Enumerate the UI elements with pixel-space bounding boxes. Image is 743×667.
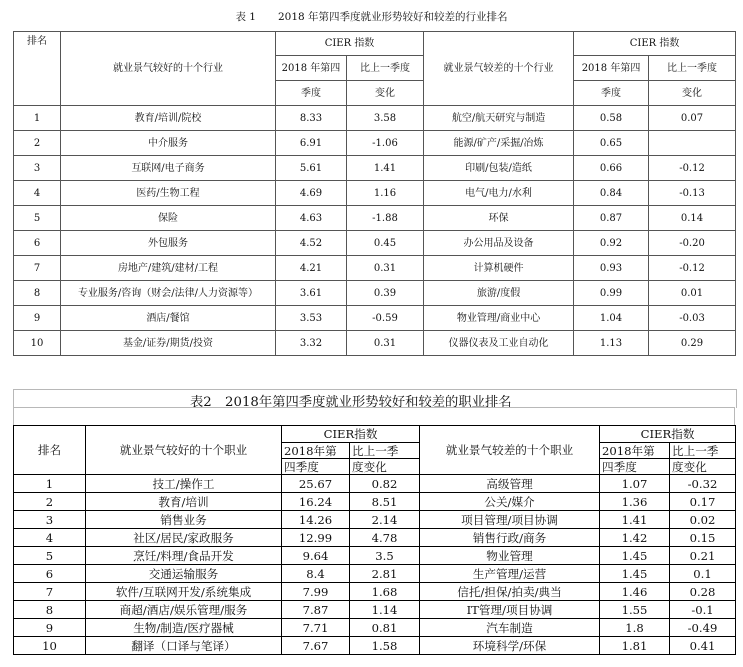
cell-rank: 3 bbox=[14, 156, 61, 181]
cell-bad-q4: 1.04 bbox=[574, 306, 649, 331]
table1-header-change-line1: 比上一季度 bbox=[347, 56, 424, 81]
cell-bad: 环保 bbox=[424, 206, 574, 231]
table1-body bbox=[14, 106, 736, 356]
cell-rank: 7 bbox=[14, 583, 86, 601]
table1-header-cier-bad: CIER 指数 bbox=[574, 32, 736, 56]
cell-good-q4: 7.99 bbox=[282, 583, 350, 601]
cell-good-q4: 4.63 bbox=[276, 206, 347, 231]
cell-bad-chg: -0.20 bbox=[649, 231, 736, 256]
cell-bad: 物业管理/商业中心 bbox=[424, 306, 574, 331]
cell-bad-chg bbox=[649, 131, 736, 156]
cell-good-chg: 1.68 bbox=[350, 583, 420, 601]
cell-rank: 9 bbox=[14, 619, 86, 637]
cell-good-chg: -1.88 bbox=[347, 206, 424, 231]
table1-header-cier-good: CIER 指数 bbox=[276, 32, 424, 56]
cell-good-q4: 4.21 bbox=[276, 256, 347, 281]
table1-caption-number: 表 1 bbox=[235, 11, 256, 23]
cell-bad-q4: 0.93 bbox=[574, 256, 649, 281]
cell-rank: 10 bbox=[14, 637, 86, 655]
cell-good-chg: 8.51 bbox=[350, 493, 420, 511]
cell-rank: 5 bbox=[14, 547, 86, 565]
cell-rank: 9 bbox=[14, 306, 61, 331]
cell-good-q4: 25.67 bbox=[282, 475, 350, 493]
cell-bad-chg: 0.1 bbox=[670, 565, 736, 583]
cell-bad: 电气/电力/水利 bbox=[424, 181, 574, 206]
cell-good: 互联网/电子商务 bbox=[61, 156, 276, 181]
table-row bbox=[14, 281, 736, 306]
cell-good: 烹饪/料理/食品开发 bbox=[86, 547, 282, 565]
cell-good: 基金/证券/期货/投资 bbox=[61, 331, 276, 356]
cell-rank: 2 bbox=[14, 493, 86, 511]
cell-bad-chg: 0.02 bbox=[670, 511, 736, 529]
cell-good-chg: -1.06 bbox=[347, 131, 424, 156]
table-row bbox=[14, 256, 736, 281]
cell-rank: 6 bbox=[14, 231, 61, 256]
cell-bad-q4: 0.65 bbox=[574, 131, 649, 156]
table2-header-q4-line2: 四季度 bbox=[282, 459, 350, 475]
cell-bad-q4: 1.8 bbox=[600, 619, 670, 637]
cell-bad-chg: -0.12 bbox=[649, 256, 736, 281]
table2-caption: 表2 2018年第四季度就业形势较好和较差的职业排名 bbox=[190, 395, 512, 410]
table1-header-q4b-line2: 季度 bbox=[574, 81, 649, 106]
table1-header-change-line2: 变化 bbox=[347, 81, 424, 106]
cell-good-q4: 7.67 bbox=[282, 637, 350, 655]
cell-good-chg: 4.78 bbox=[350, 529, 420, 547]
cell-bad: 生产管理/运营 bbox=[420, 565, 600, 583]
table1-caption-title: 2018 年第四季度就业形势较好和较差的行业排名 bbox=[277, 11, 508, 23]
table2-header-good-occupations: 就业景气较好的十个职业 bbox=[86, 426, 282, 475]
cell-bad: 印刷/包装/造纸 bbox=[424, 156, 574, 181]
cell-rank: 3 bbox=[14, 511, 86, 529]
table1-header-changeb-line1: 比上一季度 bbox=[649, 56, 736, 81]
cell-rank: 8 bbox=[14, 601, 86, 619]
cell-bad: 航空/航天研究与制造 bbox=[424, 106, 574, 131]
cell-good-q4: 14.26 bbox=[282, 511, 350, 529]
cell-rank: 5 bbox=[14, 206, 61, 231]
cell-good-chg: 2.14 bbox=[350, 511, 420, 529]
cell-bad: 汽车制造 bbox=[420, 619, 600, 637]
cell-bad: 信托/担保/拍卖/典当 bbox=[420, 583, 600, 601]
cell-good: 销售业务 bbox=[86, 511, 282, 529]
cell-good-chg: 0.82 bbox=[350, 475, 420, 493]
cell-good: 教育/培训 bbox=[86, 493, 282, 511]
cell-bad-q4: 1.45 bbox=[600, 565, 670, 583]
cell-bad: 旅游/度假 bbox=[424, 281, 574, 306]
cell-rank: 1 bbox=[14, 475, 86, 493]
table-row bbox=[14, 306, 736, 331]
table2-header-changeb-line1: 比上一季 bbox=[670, 443, 736, 459]
cell-bad: 计算机硬件 bbox=[424, 256, 574, 281]
cell-bad: 仪器仪表及工业自动化 bbox=[424, 331, 574, 356]
cell-good: 软件/互联网开发/系统集成 bbox=[86, 583, 282, 601]
table1-caption bbox=[0, 9, 743, 24]
cell-rank: 8 bbox=[14, 281, 61, 306]
cell-good: 生物/制造/医疗器械 bbox=[86, 619, 282, 637]
cell-good-q4: 6.91 bbox=[276, 131, 347, 156]
cell-good: 酒店/餐馆 bbox=[61, 306, 276, 331]
cell-rank: 4 bbox=[14, 181, 61, 206]
table-row bbox=[14, 565, 736, 583]
cell-good-q4: 16.24 bbox=[282, 493, 350, 511]
cell-good: 保险 bbox=[61, 206, 276, 231]
cell-rank: 10 bbox=[14, 331, 61, 356]
cell-bad-q4: 1.46 bbox=[600, 583, 670, 601]
cell-good-q4: 5.61 bbox=[276, 156, 347, 181]
cell-bad: 项目管理/项目协调 bbox=[420, 511, 600, 529]
cell-bad: IT管理/项目协调 bbox=[420, 601, 600, 619]
cell-bad-chg: 0.17 bbox=[670, 493, 736, 511]
table-row bbox=[14, 331, 736, 356]
table2-header-cier-bad: CIER指数 bbox=[600, 426, 736, 443]
cell-bad-chg: -0.03 bbox=[649, 306, 736, 331]
table-row bbox=[14, 619, 736, 637]
cell-good-chg: 0.81 bbox=[350, 619, 420, 637]
cell-good: 专业服务/咨询（财会/法律/人力资源等） bbox=[61, 281, 276, 306]
table2-header-change-line1: 比上一季 bbox=[350, 443, 420, 459]
cell-good-q4: 4.69 bbox=[276, 181, 347, 206]
cell-good-chg: -0.59 bbox=[347, 306, 424, 331]
cell-good-q4: 7.71 bbox=[282, 619, 350, 637]
cell-bad: 物业管理 bbox=[420, 547, 600, 565]
cell-rank: 2 bbox=[14, 131, 61, 156]
cell-good-chg: 3.5 bbox=[350, 547, 420, 565]
table-row bbox=[14, 493, 736, 511]
table2-header-q4-line1: 2018年第 bbox=[282, 443, 350, 459]
cell-bad-chg: 0.01 bbox=[649, 281, 736, 306]
cell-good-chg: 1.58 bbox=[350, 637, 420, 655]
cell-bad-q4: 1.81 bbox=[600, 637, 670, 655]
table-row bbox=[14, 529, 736, 547]
cell-good: 翻译（口译与笔译） bbox=[86, 637, 282, 655]
cell-good: 社区/居民/家政服务 bbox=[86, 529, 282, 547]
cell-bad-chg: -0.49 bbox=[670, 619, 736, 637]
cell-good-q4: 7.87 bbox=[282, 601, 350, 619]
cell-rank: 1 bbox=[14, 106, 61, 131]
cell-bad-chg: -0.12 bbox=[649, 156, 736, 181]
cell-bad: 环境科学/环保 bbox=[420, 637, 600, 655]
cell-bad-q4: 1.45 bbox=[600, 547, 670, 565]
table-row bbox=[14, 181, 736, 206]
table1-header-q4-line1: 2018 年第四 bbox=[276, 56, 347, 81]
cell-bad-q4: 1.41 bbox=[600, 511, 670, 529]
cell-good-chg: 0.31 bbox=[347, 331, 424, 356]
table1-header-changeb-line2: 变化 bbox=[649, 81, 736, 106]
cell-rank: 4 bbox=[14, 529, 86, 547]
table2-header-changeb-line2: 度变化 bbox=[670, 459, 736, 475]
cell-bad-q4: 1.13 bbox=[574, 331, 649, 356]
cell-good: 中介服务 bbox=[61, 131, 276, 156]
cell-bad-q4: 0.92 bbox=[574, 231, 649, 256]
cell-bad-q4: 1.07 bbox=[600, 475, 670, 493]
cell-bad-q4: 1.36 bbox=[600, 493, 670, 511]
table1-header-q4-line2: 季度 bbox=[276, 81, 347, 106]
cell-bad-chg: 0.21 bbox=[670, 547, 736, 565]
cell-bad: 能源/矿产/采掘/冶炼 bbox=[424, 131, 574, 156]
table2-header-q4b-line1: 2018年第 bbox=[600, 443, 670, 459]
cell-rank: 7 bbox=[14, 256, 61, 281]
cell-bad: 高级管理 bbox=[420, 475, 600, 493]
table-row bbox=[14, 547, 736, 565]
table-row bbox=[14, 637, 736, 655]
cell-bad: 公关/媒介 bbox=[420, 493, 600, 511]
table2-body bbox=[14, 475, 736, 655]
cell-good-chg: 1.41 bbox=[347, 156, 424, 181]
occupation-ranking-table bbox=[13, 425, 736, 655]
table-row bbox=[14, 583, 736, 601]
industry-ranking-table bbox=[13, 31, 736, 356]
cell-bad-q4: 0.99 bbox=[574, 281, 649, 306]
table1-header-bad-industries: 就业景气较差的十个行业 bbox=[424, 32, 574, 106]
table-row bbox=[14, 131, 736, 156]
table2-header-q4b-line2: 四季度 bbox=[600, 459, 670, 475]
table-row bbox=[14, 206, 736, 231]
cell-good-chg: 1.14 bbox=[350, 601, 420, 619]
cell-good-q4: 9.64 bbox=[282, 547, 350, 565]
table1-header-good-industries: 就业景气较好的十个行业 bbox=[61, 32, 276, 106]
cell-bad-chg: 0.41 bbox=[670, 637, 736, 655]
cell-bad-chg: -0.13 bbox=[649, 181, 736, 206]
cell-bad-q4: 1.55 bbox=[600, 601, 670, 619]
cell-rank: 6 bbox=[14, 565, 86, 583]
cell-good-q4: 3.53 bbox=[276, 306, 347, 331]
cell-good-q4: 3.61 bbox=[276, 281, 347, 306]
cell-good: 商超/酒店/娱乐管理/服务 bbox=[86, 601, 282, 619]
table-row bbox=[14, 511, 736, 529]
cell-bad-chg: 0.28 bbox=[670, 583, 736, 601]
cell-good-chg: 0.45 bbox=[347, 231, 424, 256]
cell-good-q4: 3.32 bbox=[276, 331, 347, 356]
table2-spacer-row bbox=[13, 407, 735, 425]
cell-good-chg: 0.31 bbox=[347, 256, 424, 281]
cell-bad-q4: 0.84 bbox=[574, 181, 649, 206]
table1-header-rank: 排名 bbox=[14, 32, 61, 106]
cell-good: 技工/操作工 bbox=[86, 475, 282, 493]
cell-bad: 办公用品及设备 bbox=[424, 231, 574, 256]
cell-bad: 销售行政/商务 bbox=[420, 529, 600, 547]
table-row bbox=[14, 106, 736, 131]
cell-bad-q4: 1.42 bbox=[600, 529, 670, 547]
table-row bbox=[14, 156, 736, 181]
cell-good: 房地产/建筑/建材/工程 bbox=[61, 256, 276, 281]
cell-bad-q4: 0.66 bbox=[574, 156, 649, 181]
table-row bbox=[14, 601, 736, 619]
cell-bad-chg: 0.29 bbox=[649, 331, 736, 356]
cell-good: 外包服务 bbox=[61, 231, 276, 256]
cell-good-chg: 3.58 bbox=[347, 106, 424, 131]
cell-good: 交通运输服务 bbox=[86, 565, 282, 583]
cell-good-chg: 1.16 bbox=[347, 181, 424, 206]
table2-header-cier-good: CIER指数 bbox=[282, 426, 420, 443]
table2-header-bad-occupations: 就业景气较差的十个职业 bbox=[420, 426, 600, 475]
table2-header-change-line2: 度变化 bbox=[350, 459, 420, 475]
cell-good: 医药/生物工程 bbox=[61, 181, 276, 206]
cell-bad-chg: 0.15 bbox=[670, 529, 736, 547]
cell-good-chg: 2.81 bbox=[350, 565, 420, 583]
cell-bad-q4: 0.87 bbox=[574, 206, 649, 231]
cell-bad-chg: -0.1 bbox=[670, 601, 736, 619]
cell-good-q4: 8.33 bbox=[276, 106, 347, 131]
cell-good-q4: 4.52 bbox=[276, 231, 347, 256]
cell-bad-chg: 0.14 bbox=[649, 206, 736, 231]
cell-good-chg: 0.39 bbox=[347, 281, 424, 306]
table-row bbox=[14, 475, 736, 493]
cell-bad-chg: -0.32 bbox=[670, 475, 736, 493]
cell-bad-chg: 0.07 bbox=[649, 106, 736, 131]
table1-header-q4b-line1: 2018 年第四 bbox=[574, 56, 649, 81]
cell-good: 教育/培训/院校 bbox=[61, 106, 276, 131]
cell-good-q4: 12.99 bbox=[282, 529, 350, 547]
cell-bad-q4: 0.58 bbox=[574, 106, 649, 131]
table2-header-rank: 排名 bbox=[14, 426, 86, 475]
cell-good-q4: 8.4 bbox=[282, 565, 350, 583]
table-row bbox=[14, 231, 736, 256]
